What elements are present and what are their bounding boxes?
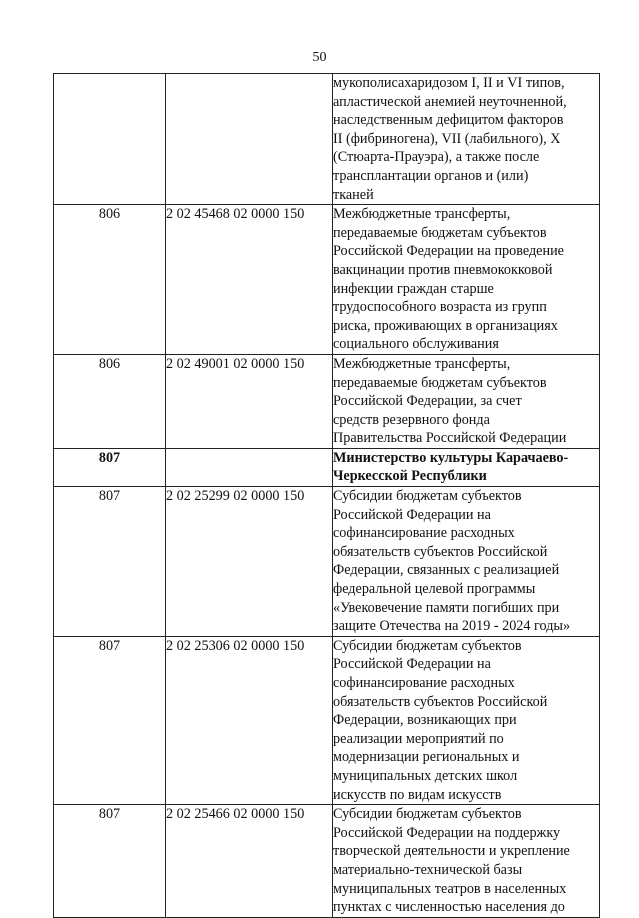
name-line: апластической анемией неуточненной, [333, 93, 567, 110]
name-line: материально-технической базы [333, 861, 523, 878]
budget-revenue-table [53, 73, 600, 918]
name-line: Межбюджетные трансферты, [333, 355, 511, 372]
name-line: тканей [333, 186, 374, 203]
name-line: Субсидии бюджетам субъектов [333, 488, 522, 505]
name-line: вакцинации против пневмококковой [333, 261, 553, 278]
table-row [54, 354, 600, 448]
name-line: модернизации региональных и [333, 749, 520, 766]
name-line: Субсидии бюджетам субъектов [333, 806, 522, 823]
table-row [54, 448, 600, 486]
admin-code-cell: 807 [54, 448, 166, 486]
name-line: софинансирование расходных [333, 675, 515, 691]
name-line: Российской Федерации на [333, 656, 491, 673]
admin-code-cell [54, 74, 166, 205]
name-line: трансплантации органов и (или) [333, 167, 529, 184]
name-line: социального обслуживания [333, 336, 499, 353]
name-line: муниципальных детских школ [333, 767, 518, 784]
name-line: (Стюарта-Прауэра), а также после [333, 149, 540, 166]
table-row [54, 74, 600, 205]
name-line: реализации мероприятий по [333, 730, 504, 747]
revenue-code-cell [166, 448, 333, 486]
revenue-code-cell: 2 02 25299 02 0000 150 [166, 487, 333, 637]
admin-code-cell: 806 [54, 354, 166, 448]
table-row [54, 805, 600, 918]
revenue-code-cell: 2 02 49001 02 0000 150 [166, 354, 333, 448]
revenue-code-cell: 2 02 25466 02 0000 150 [166, 805, 333, 918]
revenue-name-cell [333, 74, 600, 205]
name-line: средств резервного фонда [333, 411, 490, 428]
name-line: Черкесской Республики [333, 468, 487, 485]
admin-code-cell: 806 [54, 205, 166, 355]
name-line: искусств по видам искусств [333, 786, 502, 803]
revenue-name-cell [333, 487, 600, 637]
revenue-code-cell [166, 74, 333, 205]
revenue-code-cell: 2 02 25306 02 0000 150 [166, 636, 333, 804]
name-line: «Увековечение памяти погибших при [333, 599, 560, 616]
table-row [54, 205, 600, 355]
name-line: муниципальных театров в населенных [333, 880, 567, 897]
name-line: пунктах с численностью населения до [333, 899, 565, 916]
table-body [54, 74, 600, 918]
name-line: трудоспособного возраста из групп [333, 299, 547, 316]
name-line: II (фибриногена), VII (лабильного), X [333, 130, 561, 147]
name-line: творческой деятельности и укрепление [333, 843, 570, 860]
name-line: передаваемые бюджетам субъектов [333, 224, 547, 241]
admin-code-cell: 807 [54, 805, 166, 918]
revenue-name-cell [333, 205, 600, 355]
table-row [54, 487, 600, 637]
name-line: Федерации, связанных с реализацией [333, 562, 560, 579]
name-line: федеральной целевой программы [333, 581, 536, 598]
name-line: инфекции граждан старше [333, 280, 494, 297]
revenue-code-cell: 2 02 45468 02 0000 150 [166, 205, 333, 355]
page-number: 50 [312, 50, 327, 65]
name-line: обязательств субъектов Российской [333, 543, 548, 560]
name-line: передаваемые бюджетам субъектов [333, 374, 547, 391]
revenue-name-cell [333, 448, 600, 486]
revenue-name-cell [333, 805, 600, 918]
name-line: обязательств субъектов Российской [333, 693, 548, 710]
name-line: Субсидии бюджетам субъектов [333, 637, 522, 654]
name-line: Министерство культуры Карачаево- [333, 449, 569, 466]
name-line: Российской Федерации на [333, 506, 491, 523]
name-line: Российской Федерации на поддержку [333, 824, 561, 841]
name-line: мукополисахаридозом I, II и VI типов, [333, 75, 565, 91]
revenue-name-cell [333, 354, 600, 448]
name-line: Российской Федерации на проведение [333, 243, 564, 260]
admin-code-cell: 807 [54, 487, 166, 637]
name-line: наследственным дефицитом факторов [333, 112, 564, 129]
revenue-name-cell [333, 636, 600, 804]
admin-code-cell: 807 [54, 636, 166, 804]
name-line: риска, проживающих в организациях [333, 317, 558, 334]
name-line: софинансирование расходных [333, 525, 515, 542]
name-line: защите Отечества на 2019 - 2024 годы» [333, 618, 571, 635]
table-row [54, 636, 600, 804]
name-line: Межбюджетные трансферты, [333, 206, 511, 223]
name-line: Федерации, возникающих при [333, 712, 517, 729]
name-line: Правительства Российской Федерации [333, 430, 567, 447]
name-line: Российской Федерации, за счет [333, 393, 522, 410]
